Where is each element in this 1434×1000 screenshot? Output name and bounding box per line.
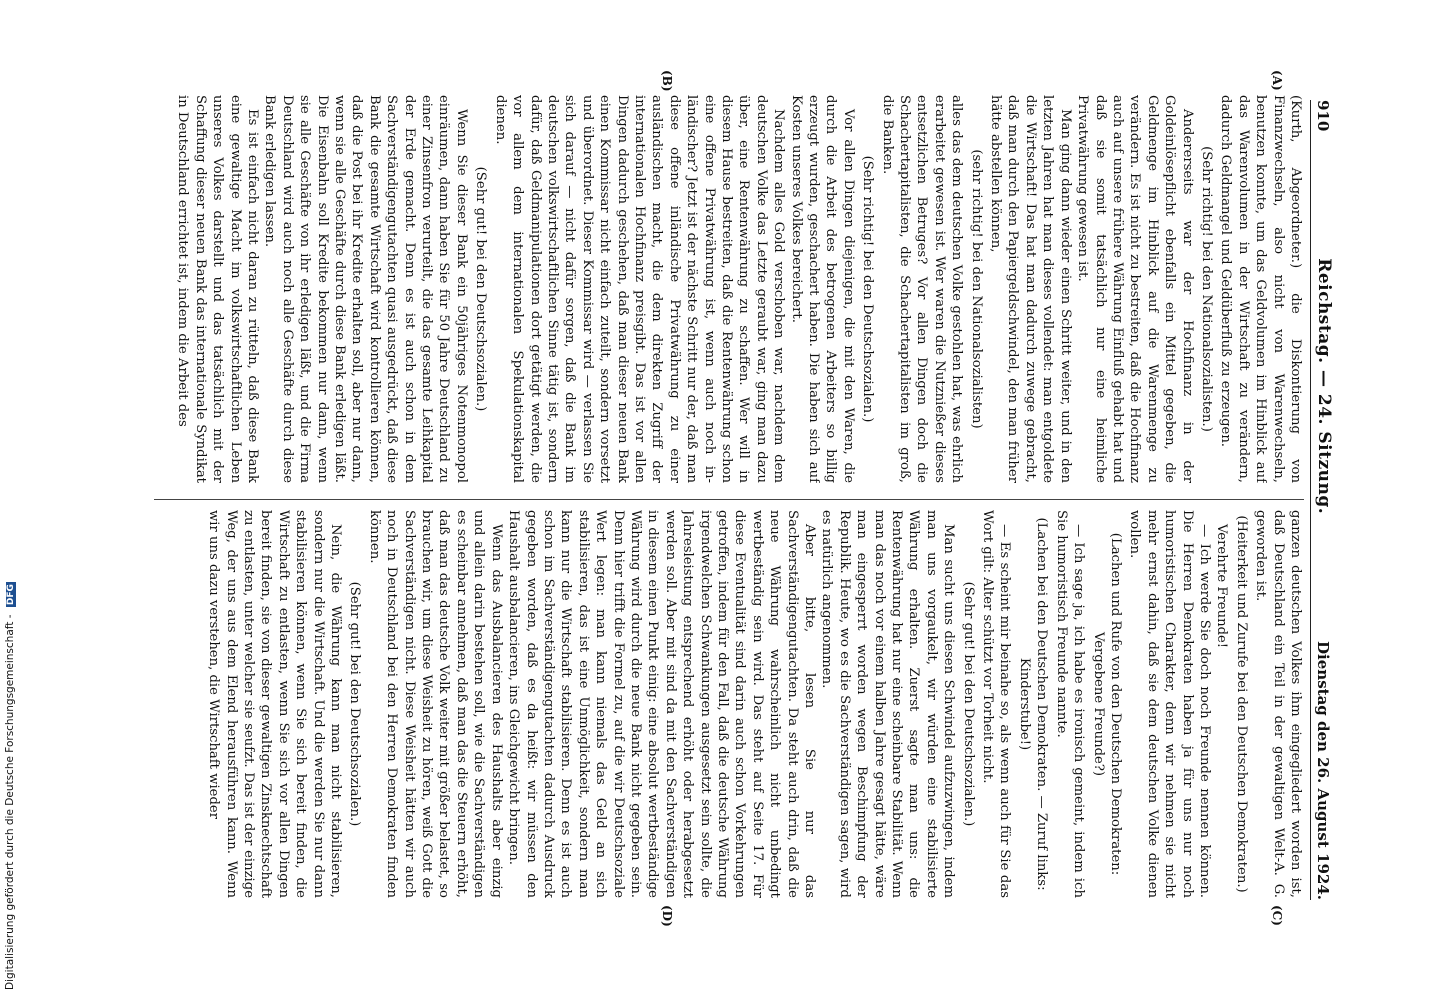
session-date: Dienstag den 26. August 1924. (1314, 641, 1332, 900)
margin-mark-b: (B) (660, 70, 674, 92)
paragraph: Nachdem alles Gold verschoben war, nachdem dem deutschen Volke das Letzte geraubt war, ging man dazu über, eine Rentenwährung zu schaffen. Wer will in diesem Hause bestreiten, daß die Rentenwährung schon eine offene Privatwährung ist, wenn auch noch in-ländischer? Jetzt ist der nächste Schritt nur der, daß man diese offene inländische Privatwährung zu einer ausländischen macht, die dem direkten Zugriff der internationalen Hochfinanz preisgibt. Das ist vor allen Dingen dadurch geschehen, daß man dieser neuen Bank einen Kommissar nicht einfach zuteilt, sondern vorsetzt und überordnet. Dieser Kommissar wird — verlassen Sie sich darauf — nicht dafür sorgen, daß die Bank im deutschen volkswirtschaftlichen Sinne tätig ist, sondern dafür, daß Geldmanipulationen dort getätigt werden, die vor allem dem internationalen Spekulationskapital dienen. (492, 95, 787, 483)
interjection: (Heiterkeit und Zurufe bei den Deutschen Demokraten.) (1233, 515, 1249, 893)
paragraph: — Ich sage ja, ich habe es ironisch gemeint, indem ich Sie humoristisch Freunde nannte. (1053, 510, 1087, 898)
page-number: 910 (1314, 100, 1332, 132)
page-title: Reichstag. — 24. Sitzung. (1314, 258, 1334, 515)
paragraph: Verehrte Freunde! (1214, 524, 1230, 649)
paragraph: (Kurth, Abgeordneter.) die Diskontierung von Finanzwechseln, also nicht von Warenwechseln, benutzen konnte, um das Geldvolumen im Hinblick auf das Warenvolumen in der Wirtschaft zu verändern, dadurch Geldmangel und Geldüberfluß zu erzeugen. (1218, 95, 1303, 483)
paragraph: Andererseits war der Hochfinanz in der Goldeinlösepflicht ebenfalls ein Mittel gegeben, die Geldmenge im Hinblick auf die Warenmenge zu verändern. Es ist nicht zu bestreiten, daß die Hochfinanz auch auf unsere frühere Währung Einfluß gehabt hat und daß sie somit tatsächlich nur eine heimliche Privatwährung gewesen ist. (1075, 95, 1195, 483)
interjection: (sehr richtig! bei den Nationalsozialisten) (968, 149, 984, 429)
dfg-logo-icon: DFG (6, 584, 16, 606)
interjection: (Sehr gut! bei den Deutschsozialen.) (347, 581, 363, 827)
paragraph: Wenn das Ausbalancieren des Haushalts aber einzig und allein darin bestehen soll, wie die Sachverständigen es scheinbar annehmen, daß man das die Steuern erhöht, daß man das deutsche Volk weiter mit größer belastet, so brauchen wir, um diese Weisheit zu hören, weiß Gott die Sachverständigen nicht. Diese Weisheit hätten wir auch noch in Deutschland bei den Herren Demokraten finden können. (366, 510, 504, 898)
page-header (1310, 100, 1334, 900)
right-column (154, 510, 1304, 898)
margin-mark-c: (C) (1270, 905, 1284, 926)
paragraph: ganzen deutschen Volkes ihm eingegliedert worden ist, daß Deutschland ein Teil in der gewaltigen Welt-A. G. geworden ist. (1253, 510, 1303, 898)
paragraph: Wenn Sie dieser Bank ein 50jähriges Notenmonopol einräumen, dann haben Sie für 50 Jahre Deutschland zu einer Zinsenfron verurteilt, die das gesamte Leihkapital der Erde gemacht. Denn es ist auch schon in dem Sachverständigengutachten quasi ausgedrückt, daß diese Bank die gesamte Wirtschaft wird kontrollieren können, daß die Post bei ihr Kredite erhalten soll, aber nur dann, wenn sie alle Geschäfte durch diese Bank erledigen läßt. Die Eisenbahn soll Kredite bekommen nur dann, wenn sie alle Geschäfte von ihr erledigen läßt, und die Firma Deutschland wird auch noch alle Geschäfte durch diese Bank erledigen lassen. (262, 95, 469, 483)
paragraph: Aber bitte, lesen Sie nur das Sachverständigengutachten. Da steht auch drin, daß die neue Währung wahrscheinlich nicht unbedingt wertbeständig sein wird. Das steht auf Seite 17. Für diese Eventualität sind darin auch schon Vorkehrungen getroffen, indem für den Fall, daß die deutsche Währung irgendwelchen Schwankungen ausgesetzt sein sollte, die Jahresleistung entsprechend erhöht oder herabgesetzt werden soll. Aber mit sind da mit den Sachverständigen in diesem einen Punkt einig: eine absolut wertbeständige Währung wird durch die neue Bank nicht gegeben sein. Denn hier trifft die Formel zu, auf die wir Deutschsoziale Wert legen: man kann niemals das Geld an sich stabilisieren, das ist eine Unmöglichkeit, sondern man kann nur die Wirtschaft stabilisieren. Denn es ist auch schon im Sachverständigengutachten dadurch Ausdruck gegeben worden, daß es da heißt: wir müssen den Haushalt ausbalancieren, ins Gleichgewicht bringen. (506, 510, 818, 898)
interjection: (Sehr richtig! bei den Nationalsozialisten.) (1198, 146, 1214, 432)
paragraph: — Ich werde Sie doch noch Freunde nennen können. Die Herren Demokraten haben ja für uns nur noch humoristischen Charakter, denn wir nehmen sie nicht mehr ernst dahin, daß sie dem deutschen Volke dienen wollen. (1127, 510, 1212, 898)
paragraph: Es ist einfach nicht daran zu rütteln, daß diese Bank eine gewaltige Macht im volkswirtschaftlichen Leben unseres Volkes darstellt und das tatsächlich mit der Schaffung dieser neuen Bank das internationale Syndikat in Deutschland errichtet ist, indem die Arbeit des (175, 95, 261, 483)
interjection: (Sehr richtig! bei den Deutschsozialen.) (860, 155, 876, 423)
paragraph: Man sucht uns diesen Schwindel aufzuzwingen, indem man uns vorgaukelt, wir würden eine stabilisierte Währung erhalten. Zuerst sagte man uns: die Rentenwährung hat nur eine scheinbare Stabilität. Wenn man das noch vor einem halben Jahre gesagt hätte, wäre man eingesperrt worden wegen Beschimpfung der Republik. Heute, wo es die Sachverständigen sagen, wird es natürlich angenommen. (819, 510, 957, 898)
paragraph: Man ging dann wieder einen Schritt weiter, und in den letzten Jahren hat man dieses vollendet: man entgoldete die Wirtschaft! Das hat man dadurch zuwege gebracht, daß man durch den Papiergeldschwindel, den man früher hätte abstellen können, (988, 95, 1073, 483)
interjection: (Lachen und Rufe von den Deutschen Demokraten: Vergebene Freunde?) (1090, 532, 1123, 876)
column-divider (154, 499, 1304, 500)
left-column (154, 95, 1304, 483)
interjection: (Sehr gut! bei den Deutschsozialen.) (960, 581, 976, 827)
interjection: (Sehr gut! bei den Deutschsozialen.) (473, 166, 489, 412)
paragraph: Vor allen Dingen diejenigen, die mit den Waren, die durch die Arbeit des betrogenen Arbeiters so billig erzeugt wurden, geschachert haben. Die haben sich auf Kosten unseres Volkes bereichert. (788, 95, 856, 483)
margin-mark-d: (D) (660, 905, 674, 927)
paragraph: alles das dem deutschen Volke gestohlen hat, was ehrlich erarbeitet gewesen ist. Wer waren die Nutznießer dieses entsetzlichen Betruges? Vor allen Dingen doch die Schachertapitalisten, die Schachertapitalisten im groß, die Banken. (879, 95, 965, 483)
digitization-credit (4, 582, 16, 990)
interjection: (Lachen bei den Deutschen Demokraten. — Zuruf links: Kinderstube!) (1016, 517, 1050, 891)
paragraph: — Es scheint mir beinahe so, als wenn auch für Sie das Wort gilt: Alter schützt vor Torheit nicht. (980, 510, 1013, 898)
paragraph: Nein, die Währung kann man nicht stabilisieren, sondern nur die Wirtschaft. Und die werden Sie nur dann stabilisieren können, wenn Sie sich bereit finden, die Wirtschaft zu entlasten, wenn Sie sich vor allen Dingen bereit finden, sie von dieser gewaltigen Zinsknechtschaft zu entlasten, unter welcher sie seufzt. Das ist der einzige Weg, der uns aus dem Elend herausführen kann. Wenn wir uns dazu verstehen, die Wirtschaft wieder (206, 510, 344, 898)
margin-mark-a: (A) (1270, 70, 1284, 91)
credit-text: Digitalisierung gefördert durch die Deutsche Forschungsgemeinschaft - (4, 614, 16, 990)
